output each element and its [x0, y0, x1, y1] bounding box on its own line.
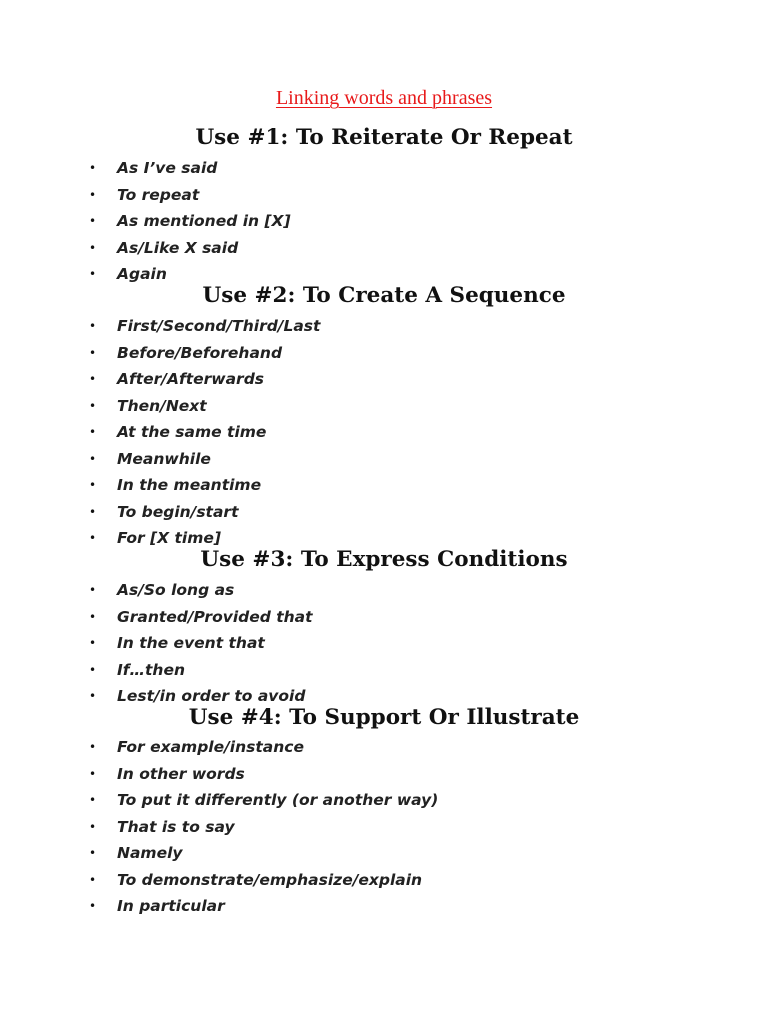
list-item-text: If…then	[117, 660, 186, 679]
list-item-text: In other words	[117, 764, 245, 783]
list-item-text: As mentioned in [X]	[117, 212, 291, 230]
list-item	[0, 235, 768, 262]
list-item	[0, 419, 768, 446]
document-title: Linking words and phrases	[275, 87, 493, 109]
bullet-icon: •	[89, 872, 97, 887]
bullet-icon: •	[89, 319, 97, 333]
bullet-icon: •	[89, 689, 97, 703]
bullet-icon: •	[89, 398, 97, 413]
list-item	[0, 472, 768, 499]
bullet-icon: •	[89, 740, 97, 754]
list-item	[0, 893, 768, 920]
list-sequence	[0, 313, 768, 552]
section-heading-support: Use #4: To Support Or Illustrate	[188, 705, 580, 730]
list-item	[0, 787, 768, 814]
list-item-text: Meanwhile	[117, 449, 211, 468]
list-item-text: As/Like X said	[117, 238, 239, 257]
list-item	[0, 814, 768, 841]
list-item-text: For example/instance	[117, 738, 304, 756]
section-heading-sequence: Use #2: To Create A Sequence	[202, 283, 566, 308]
list-item-text: First/Second/Third/Last	[117, 317, 321, 335]
list-item	[0, 499, 768, 526]
list-conditions	[0, 577, 768, 710]
list-item	[0, 657, 768, 684]
bullet-icon: •	[89, 793, 97, 807]
bullet-icon: •	[89, 240, 97, 255]
list-item-text: As/So long as	[117, 581, 235, 599]
list-item	[0, 840, 768, 867]
section-heading-reiterate: Use #1: To Reiterate Or Repeat	[195, 125, 573, 150]
list-item-text: As I’ve said	[117, 159, 218, 177]
bullet-icon: •	[89, 583, 97, 597]
list-item	[0, 630, 768, 657]
list-item	[0, 182, 768, 209]
list-item	[0, 155, 768, 182]
list-item-text: Then/Next	[117, 396, 207, 415]
bullet-icon: •	[89, 372, 97, 386]
list-reiterate	[0, 155, 768, 288]
bullet-icon: •	[89, 187, 97, 202]
list-item-text: In particular	[117, 897, 225, 915]
bullet-icon: •	[89, 636, 97, 650]
list-support	[0, 734, 768, 920]
bullet-icon: •	[89, 819, 97, 834]
list-item	[0, 313, 768, 340]
list-item	[0, 734, 768, 761]
bullet-icon: •	[89, 899, 97, 913]
list-item	[0, 340, 768, 367]
list-item	[0, 604, 768, 631]
list-item-text: After/Afterwards	[117, 370, 265, 388]
bullet-icon: •	[89, 214, 97, 228]
list-item	[0, 761, 768, 788]
section-heading-conditions: Use #3: To Express Conditions	[200, 547, 568, 572]
bullet-icon: •	[89, 504, 97, 519]
bullet-icon: •	[89, 425, 97, 439]
bullet-icon: •	[89, 609, 97, 624]
list-item	[0, 577, 768, 604]
list-item-text: Before/Beforehand	[117, 343, 283, 362]
list-item-text: In the meantime	[117, 476, 262, 494]
list-item	[0, 366, 768, 393]
list-item-text: That is to say	[117, 817, 235, 836]
list-item-text: To demonstrate/emphasize/explain	[117, 870, 423, 889]
list-item	[0, 208, 768, 235]
list-item-text: To put it differently (or another way)	[117, 791, 439, 809]
list-item-text: Namely	[117, 844, 183, 862]
list-item-text: Lest/in order to avoid	[117, 687, 306, 705]
list-item	[0, 446, 768, 473]
bullet-icon: •	[89, 267, 97, 281]
bullet-icon: •	[89, 766, 97, 781]
bullet-icon: •	[89, 478, 97, 492]
bullet-icon: •	[89, 161, 97, 175]
list-item-text: To begin/start	[117, 502, 239, 521]
list-item-text: To repeat	[117, 185, 200, 204]
bullet-icon: •	[89, 846, 97, 860]
list-item-text: At the same time	[117, 423, 267, 441]
list-item-text: Granted/Provided that	[117, 607, 313, 626]
list-item-text: For [X time]	[117, 529, 221, 547]
bullet-icon: •	[89, 345, 97, 360]
bullet-icon: •	[89, 662, 97, 677]
list-item-text: In the event that	[117, 634, 265, 652]
bullet-icon: •	[89, 531, 97, 545]
list-item	[0, 393, 768, 420]
bullet-icon: •	[89, 451, 97, 466]
list-item-text: Again	[117, 265, 167, 283]
list-item	[0, 867, 768, 894]
